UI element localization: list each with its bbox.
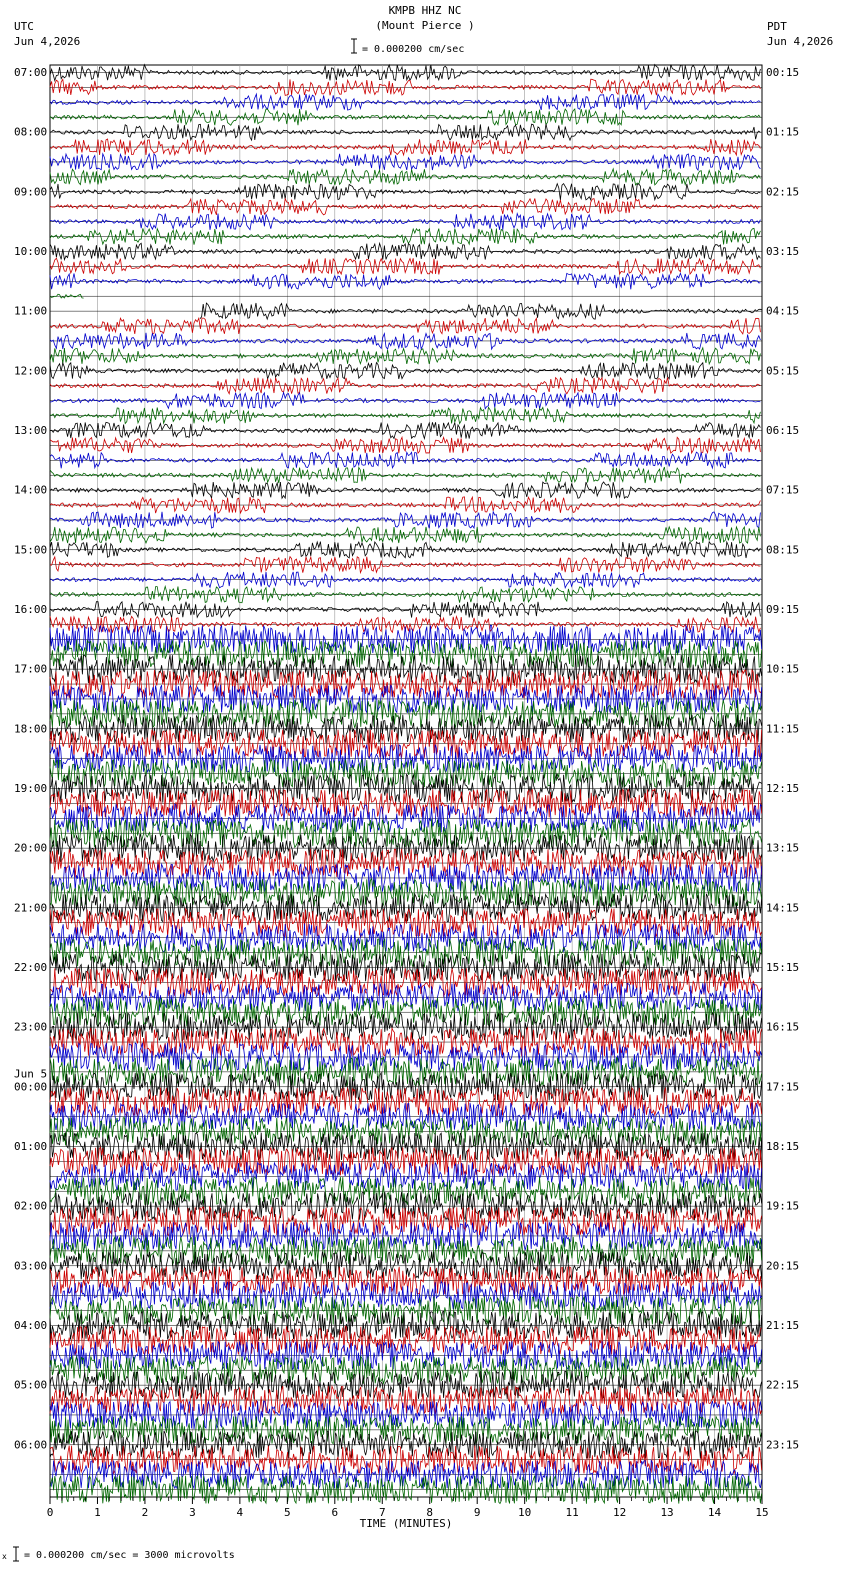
right-hour-label: 02:15 (766, 185, 800, 199)
right-hour-label: 12:15 (766, 782, 800, 795)
right-hour-label: 16:15 (766, 1020, 800, 1034)
x-axis-label: TIME (MINUTES) (359, 1517, 453, 1530)
date-change-label: Jun 5 (14, 1067, 48, 1081)
left-hour-label: 04:00 (14, 1319, 48, 1332)
x-tick-label: 12 (612, 1506, 627, 1519)
x-tick-label: 4 (236, 1506, 244, 1519)
right-hour-label: 05:15 (766, 364, 800, 378)
right-hour-label: 11:15 (766, 722, 800, 736)
left-hour-label: 08:00 (14, 125, 48, 139)
right-hour-label: 22:15 (766, 1378, 800, 1392)
scale-label: = 0.000200 cm/sec (362, 44, 465, 55)
right-hour-label: 00:15 (766, 66, 800, 79)
right-hour-label: 07:15 (766, 483, 800, 497)
left-hour-label: 19:00 (14, 782, 48, 795)
x-tick-label: 1 (94, 1506, 101, 1519)
right-hour-label: 08:15 (766, 543, 800, 557)
right-hour-label: 13:15 (766, 841, 800, 855)
right-hour-label: 18:15 (766, 1140, 800, 1153)
left-date: Jun 4,2026 (14, 35, 81, 48)
x-tick-label: 15 (755, 1506, 769, 1519)
right-hour-label: 15:15 (766, 961, 800, 974)
left-hour-label: 02:00 (14, 1199, 48, 1213)
left-hour-label: 05:00 (14, 1378, 48, 1392)
left-hour-label: 09:00 (14, 185, 48, 199)
left-hour-label: 16:00 (14, 603, 48, 616)
x-tick-label: 5 (284, 1506, 291, 1519)
left-hour-label: 00:00 (14, 1080, 48, 1094)
right-hour-label: 21:15 (766, 1319, 800, 1332)
x-tick-label: 14 (707, 1506, 722, 1519)
left-timezone: UTC (14, 20, 34, 33)
footer-scale-note: = 0.000200 cm/sec = 3000 microvolts (24, 1550, 235, 1561)
x-tick-label: 9 (473, 1506, 481, 1519)
left-hour-label: 11:00 (14, 304, 48, 318)
right-hour-label: 01:15 (766, 125, 800, 139)
right-hour-label: 04:15 (766, 304, 800, 318)
right-hour-label: 20:15 (766, 1259, 800, 1273)
x-tick-label: 8 (426, 1506, 434, 1519)
x-tick-label: 11 (565, 1506, 579, 1519)
left-hour-label: 23:00 (14, 1020, 48, 1034)
left-hour-label: 07:00 (14, 66, 48, 79)
x-tick-label: 7 (378, 1506, 386, 1519)
right-hour-label: 14:15 (766, 901, 800, 915)
left-hour-label: 01:00 (14, 1140, 48, 1153)
right-hour-label: 17:15 (766, 1080, 800, 1094)
station-title: KMPB HHZ NC (388, 4, 462, 17)
right-hour-label: 03:15 (766, 245, 800, 258)
x-tick-label: 3 (189, 1506, 196, 1519)
left-hour-label: 22:00 (14, 961, 48, 974)
x-tick-label: 6 (331, 1506, 339, 1519)
station-location: (Mount Pierce ) (375, 19, 475, 32)
left-hour-label: 20:00 (14, 841, 48, 855)
x-tick-label: 0 (46, 1506, 54, 1519)
right-hour-label: 10:15 (766, 662, 800, 676)
left-hour-label: 10:00 (14, 245, 48, 258)
right-hour-label: 09:15 (766, 603, 800, 616)
right-timezone: PDT (767, 20, 787, 33)
left-hour-label: 21:00 (14, 901, 48, 915)
right-hour-label: 23:15 (766, 1438, 800, 1452)
right-hour-label: 19:15 (766, 1199, 800, 1213)
x-tick-label: 2 (141, 1506, 149, 1519)
x-tick-label: 10 (518, 1506, 532, 1519)
left-hour-label: 03:00 (14, 1259, 48, 1273)
x-tick-label: 13 (660, 1506, 674, 1519)
left-hour-label: 13:00 (14, 424, 48, 437)
left-hour-label: 12:00 (14, 364, 48, 378)
left-hour-label: 06:00 (14, 1438, 48, 1452)
trace-line (50, 407, 760, 423)
svg-text:x: x (2, 1552, 7, 1561)
right-date: Jun 4,2026 (767, 35, 834, 48)
left-hour-label: 14:00 (14, 483, 48, 497)
left-hour-label: 15:00 (14, 543, 48, 557)
left-hour-label: 18:00 (14, 722, 48, 736)
right-hour-label: 06:15 (766, 424, 800, 437)
left-hour-label: 17:00 (14, 662, 48, 676)
footer-scale-icon (2, 1545, 22, 1566)
